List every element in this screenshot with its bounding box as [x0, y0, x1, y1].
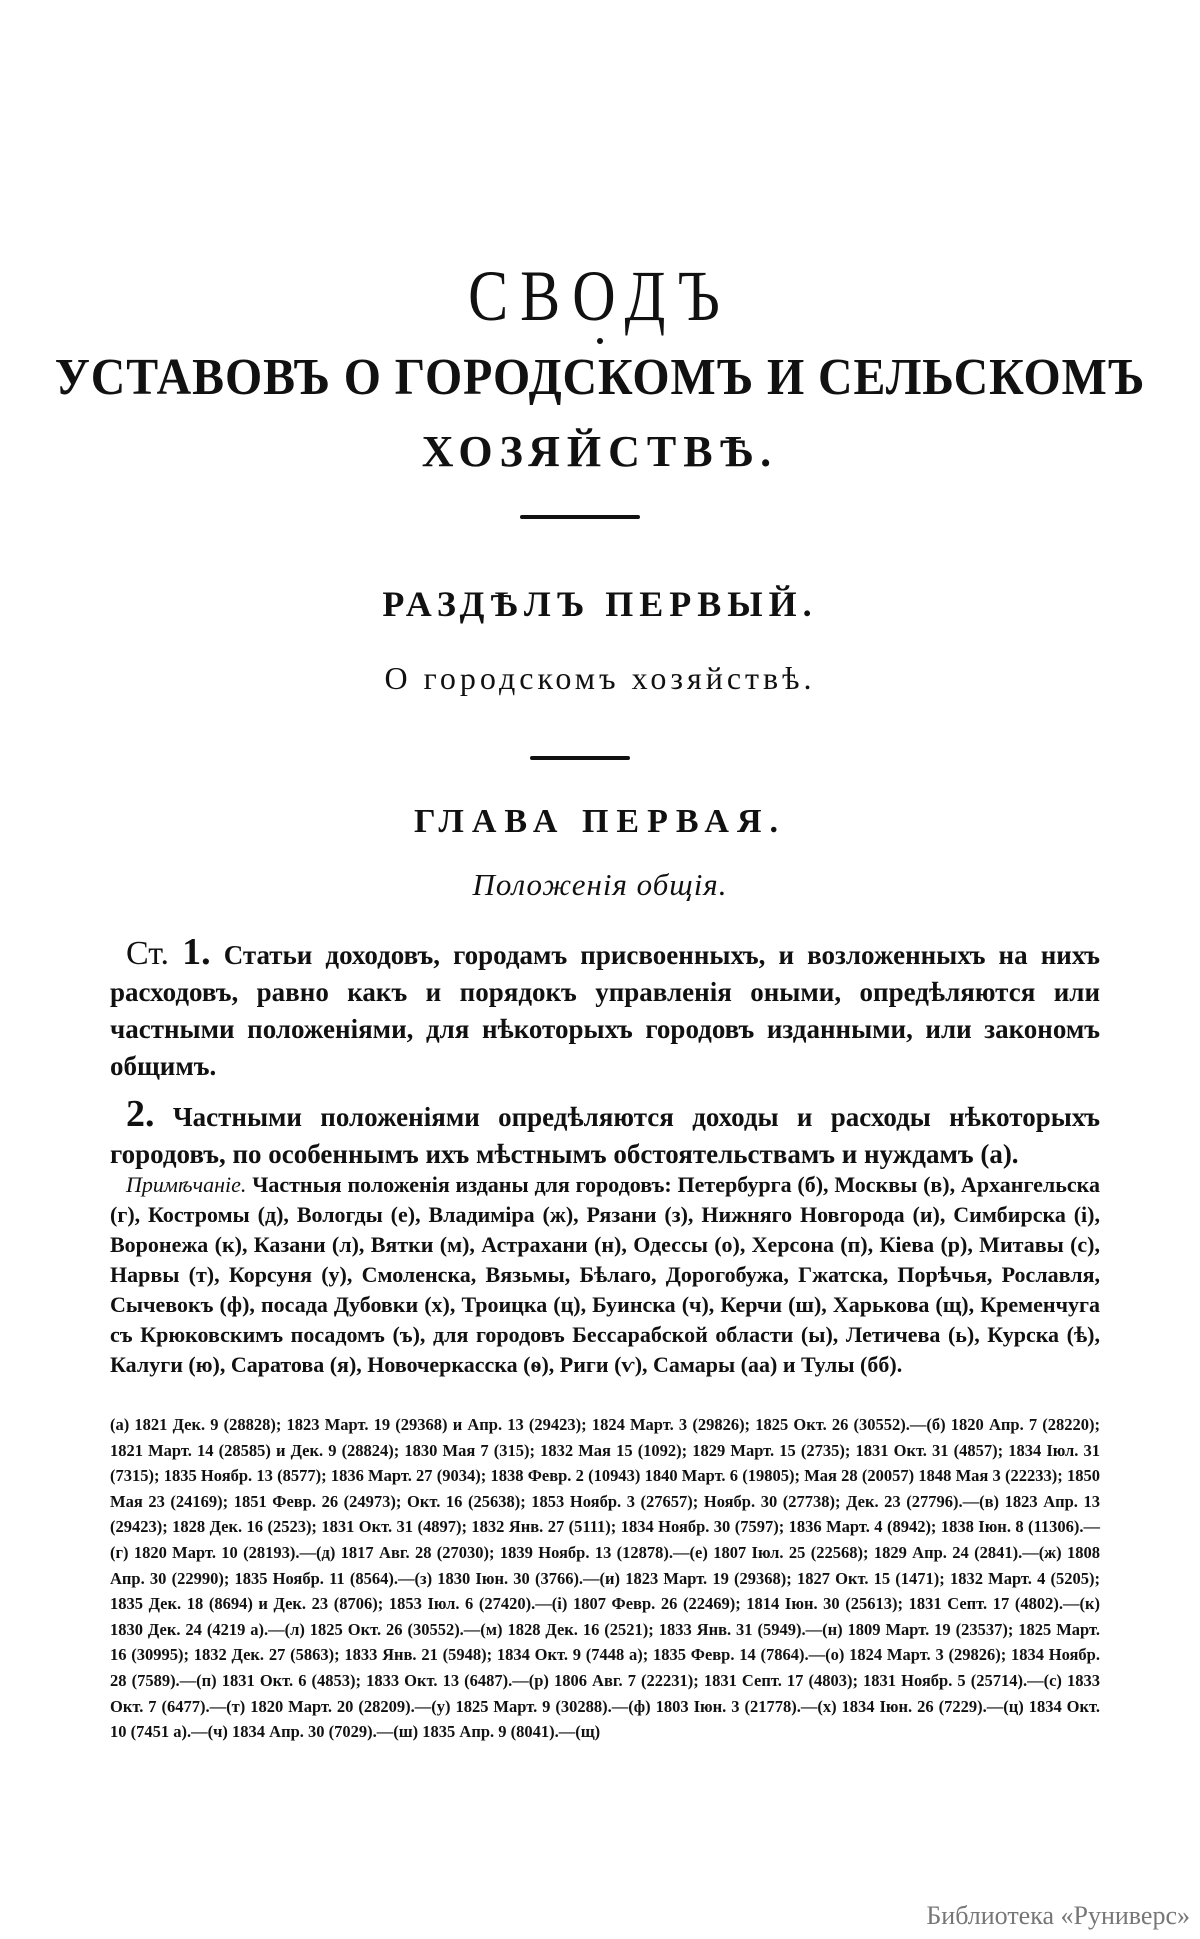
note-text: Частныя положенія изданы для городовъ: Петербурга (б), Москвы (в), Архангельска (г), Костромы (д), Вологды (е), Владиміра (ж), Рязани (з), Нижняго Новгорода (и), Симбирска (і), Воронежа (к), Казани (л), Вятки (м), Астрахани (н), Одессы (о), Херсона (п), Кіева (р), Митавы (с), Нарвы (т), Корсуня (у), Смоленска, Вязьмы, Бѣлаго, Дорогобужа, Гжатска, Порѣчья, Рославля, Сычевокъ (ф), посада Дубовки (х), Троицка (ц), Буинска (ч), Керчи (ш), Харькова (щ), Кременчуга съ Крюковскимъ посадомъ (ъ), для городовъ Бессарабской области (ы), Летичева (ь), Курска (ѣ), Калуги (ю), Саратова (я), Новочеркасска (ѳ), Риги (ѵ), Самары (аа) и Тулы (бб). — [110, 1172, 1100, 1377]
article-text: Частными положеніями опредѣляются доходы и расходы нѣкоторыхъ городовъ, по особеннымъ ихъ мѣстнымъ обстоятельствамъ и нуждамъ (а). — [110, 1102, 1101, 1169]
library-credit: Библиотека «Руниверс» — [926, 1901, 1190, 1930]
note — [110, 1170, 1100, 1380]
section-divider — [530, 756, 630, 760]
article-2 — [110, 1093, 1101, 1173]
chapter-heading: ГЛАВА ПЕРВАЯ. — [413, 803, 786, 840]
title-divider — [520, 515, 640, 519]
section-subheading: О городскомъ хозяйствѣ. — [384, 660, 816, 696]
section-heading: РАЗДѢЛЪ ПЕРВЫЙ. — [382, 584, 818, 624]
article-prefix: Ст. — [126, 935, 170, 972]
title-dot — [597, 338, 603, 344]
title-subtitle: УСТАВОВЪ О ГОРОДСКОМЪ И СЕЛЬСКОМЪ — [54, 349, 1146, 406]
note-label: Примѣчаніе. — [126, 1172, 247, 1197]
article-number: 1. — [182, 931, 211, 973]
article-1 — [110, 931, 1101, 1085]
article-number: 2. — [126, 1093, 155, 1135]
chapter-subheading: Положенія общія. — [472, 867, 728, 902]
article-text: Статьи доходовъ, городамъ присвоенныхъ, и возложенныхъ на нихъ расходовъ, равно какъ и порядокъ управленія оными, опредѣляются или частными положеніями, для нѣкоторыхъ городовъ изданными, или закономъ общимъ. — [110, 940, 1101, 1081]
footnotes — [110, 1412, 1100, 1745]
main-title: СВОДЪ — [468, 256, 732, 336]
title-subtitle-2: ХОЗЯЙСТВѢ. — [421, 427, 779, 476]
footnote-block: (а) 1821 Дек. 9 (28828); 1823 Март. 19 (29368) и Апр. 13 (29423); 1824 Март. 3 (29826); 1825 Окт. 26 (30552).—(б) 1820 Апр. 7 (28220); 1821 Март. 14 (28585) и Дек. 9 (28824); 1830 Мая 7 (315); 1832 Мая 15 (1092); 1829 Март. 15 (2735); 1831 Окт. 31 (4857); 1834 Іюл. 31 (7315); 1835 Ноябр. 13 (8577); 1836 Март. 27 (9034); 1838 Февр. 2 (10943) 1840 Март. 6 (19805); Мая 28 (20057) 1848 Мая 3 (22233); 1850 Мая 23 (24169); 1851 Февр. 26 (24973); Окт. 16 (25638); 1853 Ноябр. 3 (27657); Ноябр. 30 (27738); Дек. 23 (27796).—(в) 1823 Апр. 13 (29423); 1828 Дек. 16 (2523); 1831 Окт. 31 (4897); 1832 Янв. 27 (5111); 1834 Ноябр. 30 (7597); 1836 Март. 4 (8942); 1838 Іюн. 8 (11306).—(г) 1820 Март. 10 (28193).—(д) 1817 Авг. 28 (27030); 1839 Ноябр. 13 (12878).—(е) 1807 Іюл. 25 (22568); 1829 Апр. 24 (2841).—(ж) 1808 Апр. 30 (22990); 1835 Ноябр. 11 (8564).—(з) 1830 Іюн. 30 (3766).—(и) 1823 Март. 19 (29368); 1827 Окт. 15 (1471); 1832 Март. 4 (5205); 1835 Дек. 18 (8694) и Дек. 23 (8706); 1853 Іюл. 6 (27420).—(і) 1807 Февр. 26 (22469); 1814 Іюн. 30 (25613); 1831 Септ. 17 (4802).—(к) 1830 Дек. 24 (4219 а).—(л) 1825 Окт. 26 (30552).—(м) 1828 Дек. 16 (2521); 1833 Янв. 31 (5949).—(н) 1809 Март. 19 (23537); 1825 Март. 16 (30995); 1832 Дек. 27 (5863); 1833 Янв. 21 (5948); 1834 Окт. 9 (7448 а); 1835 Февр. 14 (7864).—(о) 1824 Март. 3 (29826); 1834 Ноябр. 28 (7589).—(п) 1831 Окт. 6 (4853); 1833 Окт. 13 (6487).—(р) 1806 Авг. 7 (22231); 1831 Септ. 17 (4803); 1831 Ноябр. 5 (25714).—(с) 1833 Окт. 7 (6477).—(т) 1820 Март. 20 (28209).—(у) 1825 Март. 9 (30288).—(ф) 1803 Іюн. 3 (21778).—(х) 1834 Іюн. 26 (7229).—(ц) 1834 Окт. 10 (7451 а).—(ч) 1834 Апр. 30 (7029).—(ш) 1835 Апр. 9 (8041).—(щ) — [110, 1415, 1100, 1742]
